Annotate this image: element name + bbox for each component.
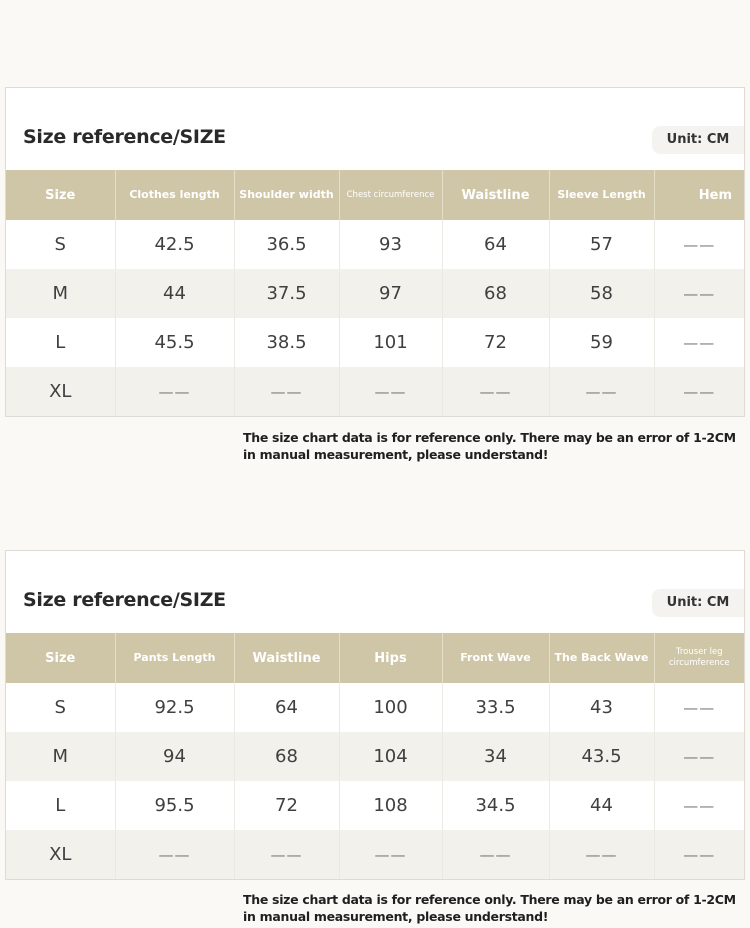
bottom-chart-title: Size reference/SIZE bbox=[23, 589, 226, 611]
column-header: Trouser leg circumference bbox=[654, 633, 744, 683]
table-cell: 58 bbox=[549, 269, 654, 318]
size-cell: S bbox=[6, 683, 115, 732]
table-row bbox=[6, 318, 744, 367]
table-cell: 101 bbox=[339, 318, 442, 367]
table-cell: 43 bbox=[549, 683, 654, 732]
size-cell: XL bbox=[6, 830, 115, 879]
table-cell: —— bbox=[549, 367, 654, 416]
table-cell: —— bbox=[339, 830, 442, 879]
table-row bbox=[6, 269, 744, 318]
size-cell: L bbox=[6, 318, 115, 367]
table-cell: —— bbox=[683, 333, 716, 352]
size-cell: S bbox=[6, 220, 115, 269]
table-cell: 44 bbox=[115, 269, 234, 318]
table-cell: 108 bbox=[339, 781, 442, 830]
column-header: Hips bbox=[339, 633, 442, 683]
table-cell: —— bbox=[683, 796, 716, 815]
table-cell: 92.5 bbox=[115, 683, 234, 732]
table-cell: 33.5 bbox=[442, 683, 549, 732]
table-header-row bbox=[6, 170, 744, 220]
top-chart-title: Size reference/SIZE bbox=[23, 126, 226, 148]
top-size-chart bbox=[5, 87, 745, 417]
column-header: Shoulder width bbox=[234, 170, 339, 220]
column-header: Hem bbox=[654, 170, 744, 220]
size-cell: XL bbox=[6, 367, 115, 416]
column-header: Chest circumference bbox=[339, 170, 442, 220]
bottom-measurement-note: The size chart data is for reference only. There may be an error of 1-2CM in manual measurement, please understand! bbox=[243, 892, 736, 924]
table-cell: —— bbox=[234, 367, 339, 416]
table-cell: 38.5 bbox=[234, 318, 339, 367]
table-cell: 59 bbox=[549, 318, 654, 367]
bottom-size-chart bbox=[5, 550, 745, 880]
column-header: Clothes length bbox=[115, 170, 234, 220]
column-header: Waistline bbox=[442, 170, 549, 220]
table-cell: 68 bbox=[234, 732, 339, 781]
table-cell: 64 bbox=[234, 683, 339, 732]
size-cell: M bbox=[6, 732, 115, 781]
table-cell: 94 bbox=[115, 732, 234, 781]
bottom-size-table bbox=[6, 633, 744, 879]
table-cell: 72 bbox=[234, 781, 339, 830]
size-cell: M bbox=[6, 269, 115, 318]
table-row bbox=[6, 367, 744, 416]
table-cell: —— bbox=[654, 367, 744, 416]
table-cell: —— bbox=[115, 367, 234, 416]
table-cell: 104 bbox=[339, 732, 442, 781]
table-cell: —— bbox=[654, 269, 744, 318]
table-cell: 97 bbox=[339, 269, 442, 318]
table-row bbox=[6, 781, 744, 830]
table-cell: —— bbox=[549, 830, 654, 879]
table-cell: 57 bbox=[549, 220, 654, 269]
column-header: Sleeve Length bbox=[549, 170, 654, 220]
table-cell: —— bbox=[683, 235, 716, 254]
table-cell: 37.5 bbox=[234, 269, 339, 318]
table-cell: 100 bbox=[339, 683, 442, 732]
table-cell: —— bbox=[115, 830, 234, 879]
table-cell: —— bbox=[339, 367, 442, 416]
table-cell: 64 bbox=[442, 220, 549, 269]
size-cell: L bbox=[6, 781, 115, 830]
table-row bbox=[6, 830, 744, 879]
table-cell: —— bbox=[654, 732, 744, 781]
table-cell: —— bbox=[442, 830, 549, 879]
column-header: Size bbox=[6, 170, 115, 220]
column-header: Waistline bbox=[234, 633, 339, 683]
column-header: Size bbox=[6, 633, 115, 683]
table-cell: 36.5 bbox=[234, 220, 339, 269]
column-header: Pants Length bbox=[115, 633, 234, 683]
table-cell: 42.5 bbox=[115, 220, 234, 269]
column-header: Front Wave bbox=[442, 633, 549, 683]
table-cell: 34 bbox=[442, 732, 549, 781]
top-size-table bbox=[6, 170, 744, 416]
table-cell: 44 bbox=[549, 781, 654, 830]
table-cell: 95.5 bbox=[115, 781, 234, 830]
table-cell: —— bbox=[234, 830, 339, 879]
table-header-row bbox=[6, 633, 744, 683]
table-cell: —— bbox=[654, 830, 744, 879]
top-measurement-note: The size chart data is for reference only. There may be an error of 1-2CM in manual measurement, please understand! bbox=[243, 430, 736, 462]
column-header: The Back Wave bbox=[549, 633, 654, 683]
bottom-chart-unit: Unit: CM bbox=[652, 589, 744, 617]
table-row bbox=[6, 683, 744, 732]
table-cell: 34.5 bbox=[442, 781, 549, 830]
table-cell: 72 bbox=[442, 318, 549, 367]
table-cell: 68 bbox=[442, 269, 549, 318]
table-cell: —— bbox=[683, 698, 716, 717]
table-cell: 93 bbox=[339, 220, 442, 269]
table-cell: —— bbox=[442, 367, 549, 416]
table-row bbox=[6, 220, 744, 269]
top-chart-unit: Unit: CM bbox=[652, 126, 744, 154]
table-row bbox=[6, 732, 744, 781]
table-cell: 43.5 bbox=[549, 732, 654, 781]
table-cell: 45.5 bbox=[115, 318, 234, 367]
